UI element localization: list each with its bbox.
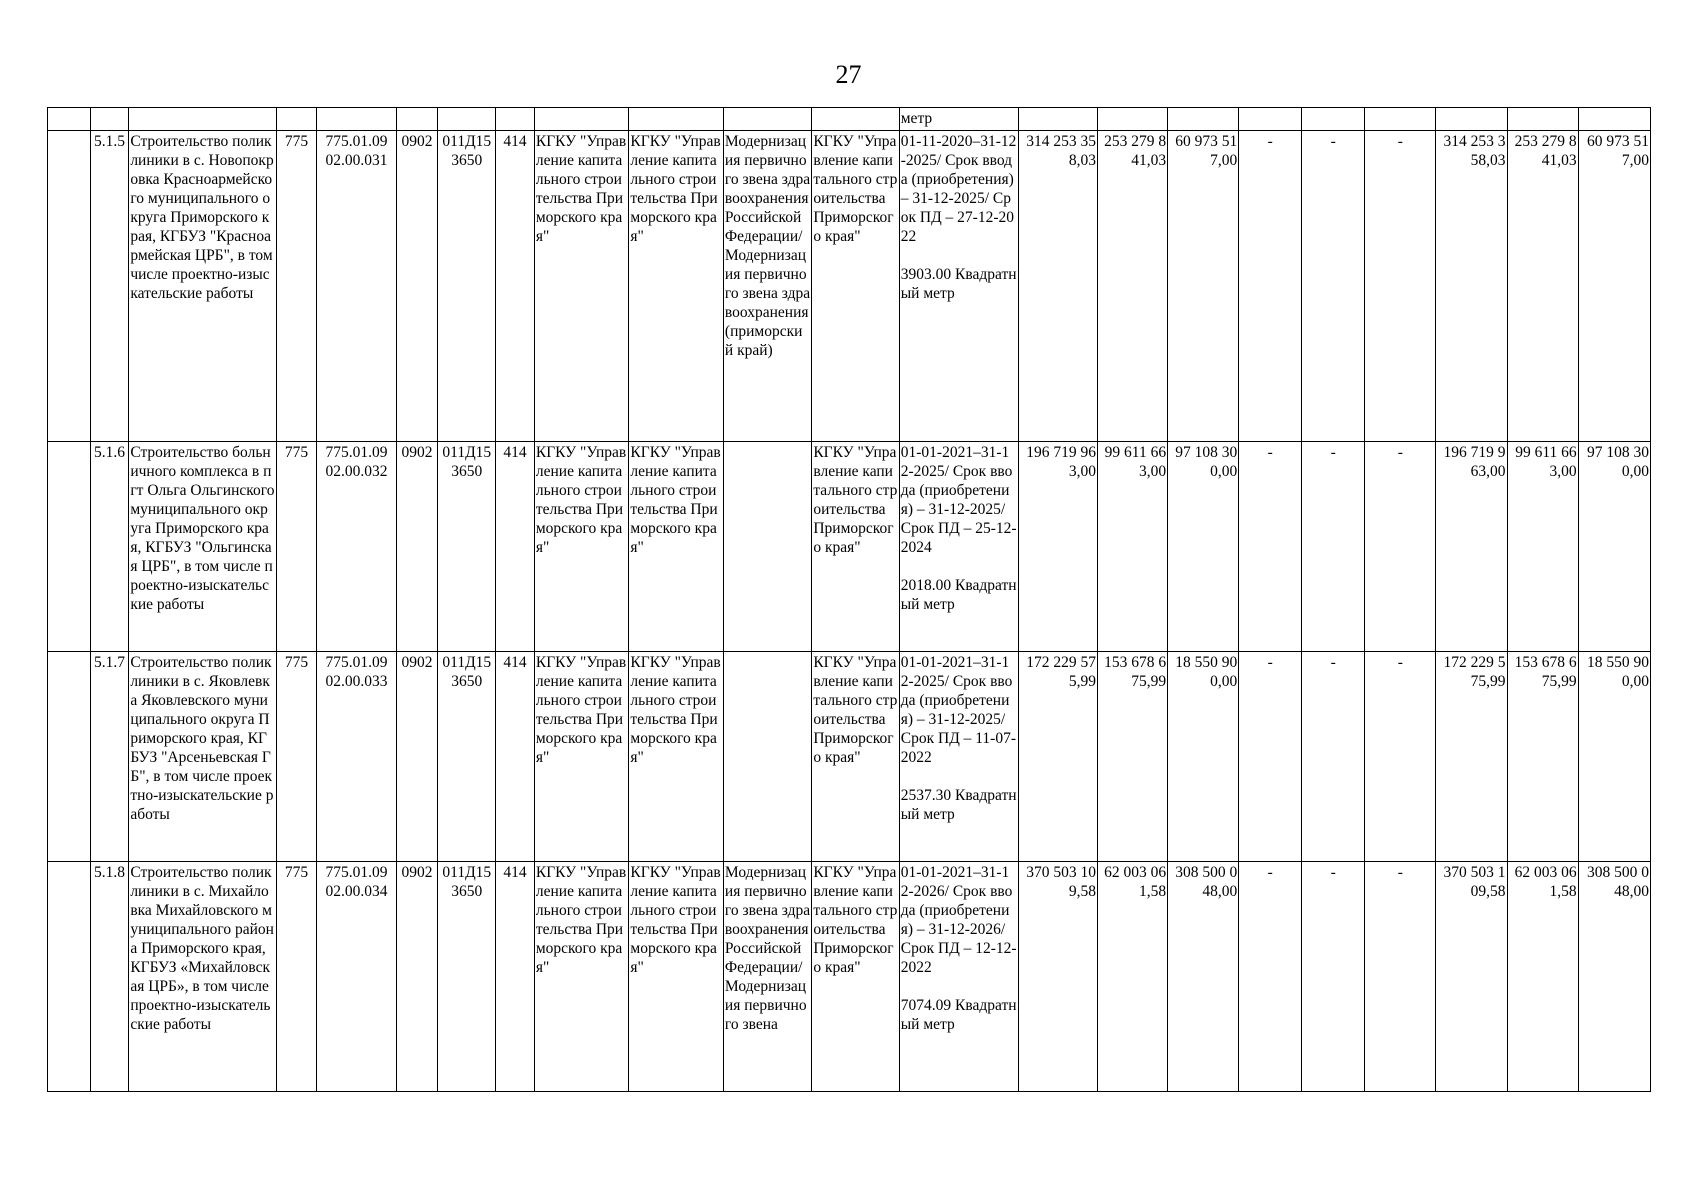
grbs-code: 775 — [276, 131, 317, 442]
cell-empty — [48, 652, 91, 862]
target-article-code: 011Д153650 — [438, 862, 496, 1092]
dash-cell: - — [1302, 652, 1365, 862]
customer: КГКУ "Управление капитального строительства Приморского края" — [534, 442, 629, 652]
national-project — [723, 442, 811, 652]
section-code: 0902 — [396, 442, 438, 652]
federal-amount-2: 308 500 048,00 — [1578, 862, 1650, 1092]
row-number: 5.1.7 — [90, 652, 129, 862]
national-project: Модернизация первичного звена здравоохранения Российской Федерации/ Модернизация первичного звена — [723, 862, 811, 1092]
dash-cell: - — [1239, 652, 1302, 862]
terms-and-capacity: 01-01-2021–31-12-2025/ Срок ввода (приобретения) – 31-12-2025/ Срок ПД – 11-07-2022 2537.30 Квадратный метр — [899, 652, 1018, 862]
expense-type-code: 414 — [496, 652, 535, 862]
national-project: Модернизация первичного звена здравоохранения Российской Федерации/ Модернизация первичного звена здравоохранения (приморский край) — [723, 131, 811, 442]
object-name: Строительство поликлиники в с. Яковлевка Яковлевского муниципального округа Приморского края, КГБУЗ "Арсеньевская ГБ", в том числе проектно-изыскательские работы — [129, 652, 276, 862]
regional-amount-2: 153 678 675,99 — [1507, 652, 1578, 862]
total-amount-2: 172 229 575,99 — [1436, 652, 1507, 862]
row-number: 5.1.8 — [90, 862, 129, 1092]
regional-amount: 62 003 061,58 — [1097, 862, 1167, 1092]
federal-amount: 60 973 517,00 — [1168, 131, 1239, 442]
dash-cell: - — [1365, 131, 1436, 442]
national-project — [723, 652, 811, 862]
total-amount: 370 503 109,58 — [1018, 862, 1097, 1092]
regional-amount-2: 99 611 663,00 — [1507, 442, 1578, 652]
executor: КГКУ "Управление капитального строительства Приморского края" — [812, 131, 899, 442]
developer: КГКУ "Управление капитального строительства Приморского края" — [629, 442, 724, 652]
customer: КГКУ "Управление капитального строительства Приморского края" — [534, 131, 629, 442]
expense-type-code: 414 — [496, 862, 535, 1092]
continuation-row — [48, 108, 1651, 131]
cell-empty — [438, 108, 496, 131]
total-amount: 314 253 358,03 — [1018, 131, 1097, 442]
federal-amount: 308 500 048,00 — [1168, 862, 1239, 1092]
object-code: 775.01.09 02.00.034 — [317, 862, 396, 1092]
total-amount: 172 229 575,99 — [1018, 652, 1097, 862]
row-number: 5.1.5 — [90, 131, 129, 442]
table-row — [48, 652, 1651, 862]
page-number: 27 — [835, 60, 862, 89]
cell-empty — [1097, 108, 1167, 131]
cell-empty — [1018, 108, 1097, 131]
section-code: 0902 — [396, 862, 438, 1092]
executor: КГКУ "Управление капитального строительства Приморского края" — [812, 442, 899, 652]
cell-empty — [317, 108, 396, 131]
regional-amount: 153 678 675,99 — [1097, 652, 1167, 862]
cell-empty — [723, 108, 811, 131]
cell-empty — [48, 108, 91, 131]
grbs-code: 775 — [276, 652, 317, 862]
object-code: 775.01.09 02.00.033 — [317, 652, 396, 862]
cell-empty — [1168, 108, 1239, 131]
object-name: Строительство больничного комплекса в пгт Ольга Ольгинского муниципального округа Приморского края, КГБУЗ "Ольгинская ЦРБ", в том числе проектно-изыскательские работы — [129, 442, 276, 652]
grbs-code: 775 — [276, 862, 317, 1092]
cell-empty — [48, 131, 91, 442]
section-code: 0902 — [396, 131, 438, 442]
target-article-code: 011Д153650 — [438, 442, 496, 652]
dash-cell: - — [1239, 862, 1302, 1092]
object-name: Строительство поликлиники в с. Михайловка Михайловского муниципального района Приморского края, КГБУЗ «Михайловская ЦРБ», в том числе проектно-изыскательские работы — [129, 862, 276, 1092]
object-code: 775.01.09 02.00.031 — [317, 131, 396, 442]
row-number: 5.1.6 — [90, 442, 129, 652]
dash-cell: - — [1302, 862, 1365, 1092]
federal-amount-2: 18 550 900,00 — [1578, 652, 1650, 862]
expense-type-code: 414 — [496, 442, 535, 652]
target-article-code: 011Д153650 — [438, 131, 496, 442]
regional-amount: 253 279 841,03 — [1097, 131, 1167, 442]
dash-cell: - — [1365, 442, 1436, 652]
dash-cell: - — [1365, 862, 1436, 1092]
terms-and-capacity: 01-11-2020–31-12-2025/ Срок ввода (приобретения) – 31-12-2025/ Срок ПД – 27-12-2022 3903.00 Квадратный метр — [899, 131, 1018, 442]
cell-empty — [48, 862, 91, 1092]
dash-cell: - — [1239, 442, 1302, 652]
table-row — [48, 131, 1651, 442]
cell-empty — [629, 108, 724, 131]
federal-amount-2: 60 973 517,00 — [1578, 131, 1650, 442]
cell-empty — [276, 108, 317, 131]
dash-cell: - — [1302, 442, 1365, 652]
terms-and-capacity: 01-01-2021–31-12-2026/ Срок ввода (приобретения) – 31-12-2026/ Срок ПД – 12-12-2022 7074.09 Квадратный метр — [899, 862, 1018, 1092]
federal-amount: 18 550 900,00 — [1168, 652, 1239, 862]
total-amount-2: 196 719 963,00 — [1436, 442, 1507, 652]
total-amount: 196 719 963,00 — [1018, 442, 1097, 652]
cell-empty — [1507, 108, 1578, 131]
developer: КГКУ "Управление капитального строительства Приморского края" — [629, 131, 724, 442]
executor: КГКУ "Управление капитального строительства Приморского края" — [812, 862, 899, 1092]
table-row — [48, 442, 1651, 652]
cell-empty — [812, 108, 899, 131]
cell-empty — [1365, 108, 1436, 131]
cell-empty — [90, 108, 129, 131]
cell-empty — [48, 442, 91, 652]
developer: КГКУ "Управление капитального строительства Приморского края" — [629, 862, 724, 1092]
target-article-code: 011Д153650 — [438, 652, 496, 862]
total-amount-2: 370 503 109,58 — [1436, 862, 1507, 1092]
regional-amount-2: 62 003 061,58 — [1507, 862, 1578, 1092]
cell-empty — [496, 108, 535, 131]
total-amount-2: 314 253 358,03 — [1436, 131, 1507, 442]
table-row — [48, 862, 1651, 1092]
cell-empty — [129, 108, 276, 131]
object-code: 775.01.09 02.00.032 — [317, 442, 396, 652]
cell-empty — [1578, 108, 1650, 131]
section-code: 0902 — [396, 652, 438, 862]
regional-amount-2: 253 279 841,03 — [1507, 131, 1578, 442]
cell-empty — [1436, 108, 1507, 131]
terms-and-capacity: 01-01-2021–31-12-2025/ Срок ввода (приобретения) – 31-12-2025/ Срок ПД – 25-12-2024 2018.00 Квадратный метр — [899, 442, 1018, 652]
customer: КГКУ "Управление капитального строительства Приморского края" — [534, 652, 629, 862]
budget-table — [47, 107, 1651, 1092]
object-name: Строительство поликлиники в с. Новопокровка Красноармейского муниципального округа Приморского края, КГБУЗ "Красноармейская ЦРБ", в том числе проектно-изыскательские работы — [129, 131, 276, 442]
cell-empty — [1239, 108, 1302, 131]
cell-empty — [396, 108, 438, 131]
expense-type-code: 414 — [496, 131, 535, 442]
unit-tail-cell: метр — [899, 108, 1018, 131]
federal-amount-2: 97 108 300,00 — [1578, 442, 1650, 652]
dash-cell: - — [1302, 131, 1365, 442]
cell-empty — [534, 108, 629, 131]
cell-empty — [1302, 108, 1365, 131]
federal-amount: 97 108 300,00 — [1168, 442, 1239, 652]
dash-cell: - — [1239, 131, 1302, 442]
grbs-code: 775 — [276, 442, 317, 652]
customer: КГКУ "Управление капитального строительства Приморского края" — [534, 862, 629, 1092]
regional-amount: 99 611 663,00 — [1097, 442, 1167, 652]
executor: КГКУ "Управление капитального строительства Приморского края" — [812, 652, 899, 862]
dash-cell: - — [1365, 652, 1436, 862]
developer: КГКУ "Управление капитального строительства Приморского края" — [629, 652, 724, 862]
